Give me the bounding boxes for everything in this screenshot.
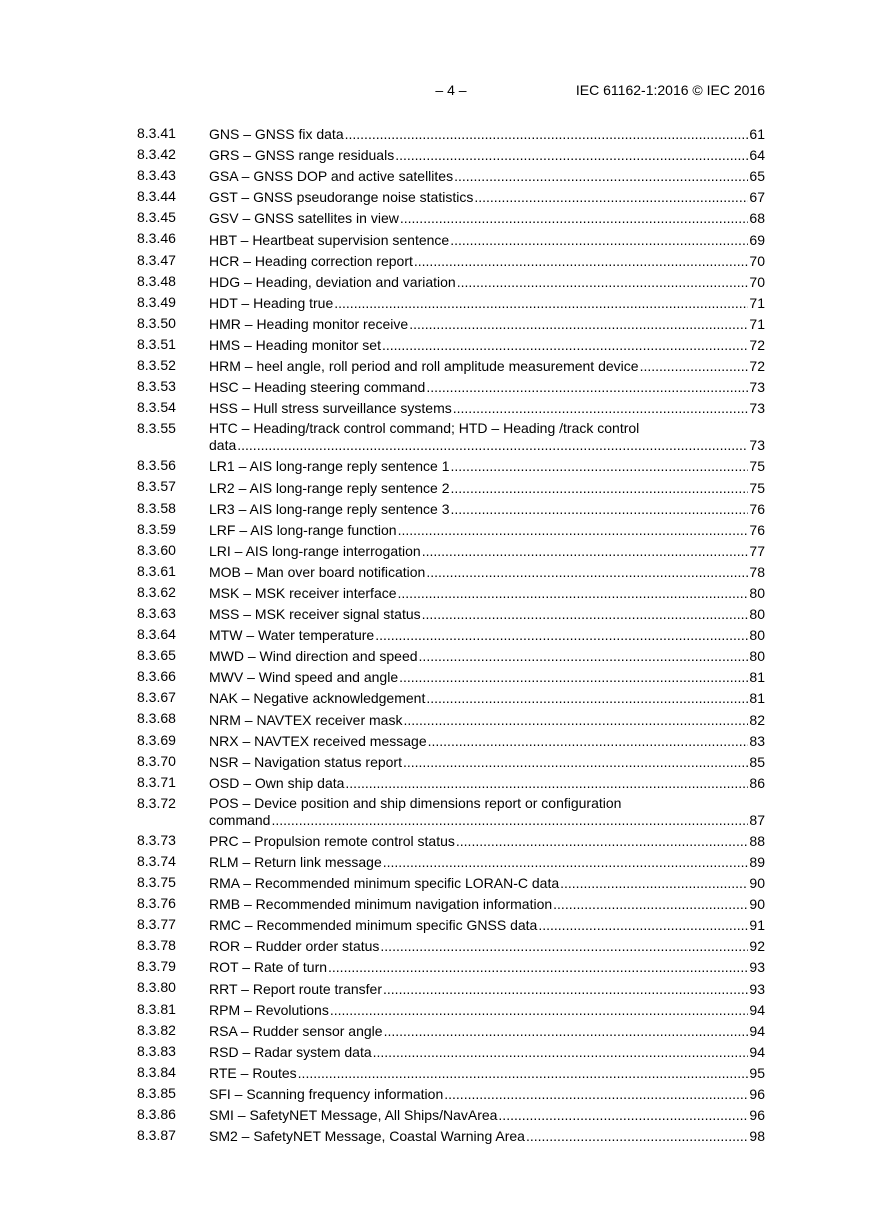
dot-leader (444, 1086, 748, 1102)
toc-entry[interactable] (137, 455, 765, 476)
dot-leader (334, 295, 748, 311)
toc-entry-number: 8.3.75 (137, 874, 176, 890)
toc-entry-page: 93 (749, 959, 765, 976)
toc-entry-page: 94 (749, 1001, 765, 1018)
toc-entry-number: 8.3.86 (137, 1106, 176, 1123)
toc-entry-page: 87 (749, 811, 765, 828)
toc-entry-title: GNS – GNSS fix data (209, 126, 344, 143)
dot-leader (395, 147, 748, 163)
toc-entry[interactable] (137, 561, 765, 582)
dot-leader (451, 458, 749, 474)
toc-entry-number: 8.3.42 (137, 146, 176, 163)
toc-entry-page: 70 (749, 252, 765, 269)
toc-entry-title: MTW – Water temperature (209, 627, 375, 644)
toc-entry[interactable] (137, 1062, 765, 1083)
dot-leader (237, 437, 748, 453)
toc-entry-number: 8.3.46 (137, 230, 176, 247)
dot-leader (457, 274, 749, 290)
dot-leader (414, 253, 749, 269)
toc-entry[interactable] (137, 793, 765, 830)
toc-entry-title: HRM – heel angle, roll period and roll amplitude measurement device (209, 358, 639, 375)
dot-leader (451, 480, 749, 496)
toc-entry-page: 72 (749, 337, 765, 354)
toc-entry[interactable] (137, 1125, 765, 1146)
toc-entry-page: 69 (749, 231, 765, 248)
dot-leader (538, 917, 748, 933)
toc-entry-page: 61 (749, 126, 765, 143)
toc-entry[interactable] (137, 666, 765, 687)
toc-entry-title: RSD – Radar system data (209, 1043, 372, 1060)
dot-leader (403, 712, 748, 728)
dot-leader (383, 854, 749, 870)
toc-entry-number: 8.3.59 (137, 520, 176, 537)
toc-entry[interactable] (137, 624, 765, 645)
toc-entry-page: 78 (749, 563, 765, 580)
toc-entry[interactable] (137, 751, 765, 772)
toc-entry-page: 76 (749, 500, 765, 517)
toc-entry-number: 8.3.68 (137, 710, 176, 727)
toc-entry-page: 81 (749, 690, 765, 707)
toc-entry-title: MSS – MSK receiver signal status (209, 606, 421, 623)
table-of-contents (137, 123, 765, 1146)
toc-entry-page: 80 (749, 584, 765, 601)
dot-leader (403, 754, 748, 770)
toc-entry-page: 86 (749, 774, 765, 791)
toc-entry-page: 96 (749, 1086, 765, 1103)
toc-entry-title: HDG – Heading, deviation and variation (209, 273, 456, 290)
toc-entry-number: 8.3.47 (137, 251, 176, 268)
toc-entry-title: HCR – Heading correction report (209, 252, 413, 269)
toc-entry-title: GRS – GNSS range residuals (209, 147, 395, 164)
dot-leader (409, 316, 748, 332)
toc-entry-page: 90 (749, 875, 765, 892)
dot-leader (422, 606, 749, 622)
toc-entry-title: MWV – Wind speed and angle (209, 669, 399, 686)
toc-entry[interactable] (137, 165, 765, 186)
toc-entry[interactable] (137, 893, 765, 914)
toc-entry-number: 8.3.41 (137, 125, 176, 141)
toc-entry-title: LR3 – AIS long-range reply sentence 3 (209, 500, 450, 517)
dot-leader (345, 775, 748, 791)
toc-entry-number: 8.3.57 (137, 478, 176, 495)
toc-entry-page: 94 (749, 1043, 765, 1060)
dot-leader (526, 1128, 748, 1144)
toc-entry[interactable] (137, 376, 765, 397)
toc-entry-page: 64 (749, 147, 765, 164)
dot-leader (328, 959, 748, 975)
toc-entry-title: POS – Device position and ship dimensions report or configuration (209, 794, 622, 811)
toc-entry-page: 73 (749, 379, 765, 396)
toc-entry[interactable] (137, 355, 765, 376)
toc-entry-title: RMC – Recommended minimum specific GNSS data (209, 917, 538, 934)
toc-entry-title: NAK – Negative acknowledgement (209, 690, 426, 707)
toc-entry-page: 89 (749, 854, 765, 870)
toc-entry-title: RPM – Revolutions (209, 1001, 329, 1018)
document-id: IEC 61162-1:2016 © IEC 2016 (575, 82, 765, 98)
toc-entry-number: 8.3.66 (137, 668, 176, 685)
dot-leader (450, 232, 748, 248)
dot-leader (426, 564, 748, 580)
toc-entry-title: MSK – MSK receiver interface (209, 584, 397, 601)
toc-entry[interactable] (137, 603, 765, 624)
dot-leader (422, 543, 749, 559)
toc-entry-title: SFI – Scanning frequency information (209, 1086, 444, 1103)
dot-leader (456, 833, 749, 849)
dot-leader (373, 1044, 749, 1060)
toc-entry-page: 81 (749, 669, 765, 686)
toc-entry[interactable] (137, 519, 765, 540)
toc-entry[interactable] (137, 313, 765, 334)
toc-entry[interactable] (137, 144, 765, 165)
page-header (137, 82, 765, 102)
toc-entry[interactable] (137, 207, 765, 228)
toc-entry[interactable] (137, 935, 765, 956)
toc-entry-title: NRM – NAVTEX receiver mask (209, 711, 403, 728)
dot-leader (298, 1065, 749, 1081)
toc-entry-number: 8.3.51 (137, 335, 176, 352)
toc-entry-title: LRF – AIS long-range function (209, 521, 397, 538)
page-number: – 4 – (435, 82, 467, 98)
toc-entry-number: 8.3.79 (137, 958, 176, 975)
toc-entry-number: 8.3.84 (137, 1063, 176, 1080)
toc-entry-number: 8.3.60 (137, 541, 176, 558)
dot-leader (451, 501, 749, 517)
dot-leader (271, 812, 748, 828)
dot-leader (560, 875, 748, 891)
toc-entry-page: 71 (749, 294, 765, 311)
toc-entry-number: 8.3.74 (137, 852, 176, 869)
toc-entry[interactable] (137, 186, 765, 207)
dot-leader (382, 337, 748, 353)
toc-entry-title: SMI – SafetyNET Message, All Ships/NavArea (209, 1107, 498, 1124)
toc-entry-title: ROT – Rate of turn (209, 959, 328, 976)
toc-entry[interactable] (137, 250, 765, 271)
toc-entry-page: 80 (749, 627, 765, 644)
dot-leader (398, 522, 749, 538)
dot-leader (474, 189, 748, 205)
dot-leader (453, 400, 749, 416)
toc-entry[interactable] (137, 540, 765, 561)
toc-entry-title-continued: command (209, 811, 271, 828)
toc-entry-page: 75 (749, 458, 765, 475)
toc-entry-number: 8.3.76 (137, 895, 176, 912)
toc-entry[interactable] (137, 1104, 765, 1125)
toc-entry-number: 8.3.63 (137, 604, 176, 621)
dot-leader (428, 733, 749, 749)
toc-entry[interactable] (137, 914, 765, 935)
toc-entry-page: 67 (749, 189, 765, 206)
dot-leader (426, 379, 748, 395)
toc-entry-title: GST – GNSS pseudorange noise statistics (209, 189, 474, 206)
toc-entry[interactable] (137, 418, 765, 455)
toc-entry-title: HTC – Heading/track control command; HTD – Heading /track control (209, 420, 640, 437)
dot-leader (383, 981, 748, 997)
toc-entry[interactable] (137, 730, 765, 751)
toc-entry-title: PRC – Propulsion remote control status (209, 832, 455, 849)
toc-entry[interactable] (137, 956, 765, 977)
toc-entry[interactable] (137, 271, 765, 292)
toc-entry-number: 8.3.45 (137, 209, 176, 226)
toc-entry-number: 8.3.52 (137, 357, 176, 374)
toc-entry-title: NRX – NAVTEX received message (209, 732, 427, 749)
toc-entry-number: 8.3.50 (137, 314, 176, 331)
toc-entry-number: 8.3.81 (137, 1000, 176, 1017)
toc-entry-number: 8.3.87 (137, 1127, 176, 1144)
toc-entry-title: LR1 – AIS long-range reply sentence 1 (209, 458, 450, 475)
toc-entry[interactable] (137, 708, 765, 729)
dot-leader (330, 1002, 749, 1018)
toc-entry-number: 8.3.62 (137, 583, 176, 600)
toc-entry-page: 73 (749, 437, 765, 454)
toc-entry-page: 94 (749, 1022, 765, 1039)
toc-entry[interactable] (137, 830, 765, 851)
toc-entry-page: 72 (749, 358, 765, 375)
toc-entry[interactable] (137, 977, 765, 998)
toc-entry-title: ROR – Rudder order status (209, 938, 380, 955)
toc-entry-page: 65 (749, 168, 765, 185)
toc-entry-title: MOB – Man over board notification (209, 563, 426, 580)
toc-entry[interactable] (137, 872, 765, 893)
toc-entry-number: 8.3.70 (137, 752, 176, 769)
dot-leader (398, 585, 749, 601)
toc-entry-page: 68 (749, 210, 765, 227)
toc-entry-page: 92 (749, 938, 765, 955)
toc-entry-number: 8.3.43 (137, 167, 176, 184)
toc-entry-page: 80 (749, 648, 765, 665)
toc-entry-number: 8.3.78 (137, 937, 176, 954)
toc-entry-page: 73 (749, 400, 765, 417)
toc-entry-page: 95 (749, 1064, 765, 1081)
toc-entry-number: 8.3.71 (137, 773, 176, 790)
toc-entry-page: 98 (749, 1128, 765, 1145)
toc-entry[interactable] (137, 687, 765, 708)
toc-entry-title: OSD – Own ship data (209, 774, 345, 791)
toc-entry-title: HMS – Heading monitor set (209, 337, 381, 354)
toc-entry-number: 8.3.61 (137, 562, 176, 579)
toc-entry-page: 75 (749, 479, 765, 496)
toc-entry[interactable] (137, 999, 765, 1020)
dot-leader (375, 627, 748, 643)
toc-entry-page: 80 (749, 606, 765, 623)
dot-leader (498, 1107, 748, 1123)
toc-entry-page: 70 (749, 273, 765, 290)
toc-entry-title: HSC – Heading steering command (209, 379, 426, 396)
toc-entry-page: 77 (749, 542, 765, 559)
toc-entry[interactable] (137, 334, 765, 355)
toc-entry-number: 8.3.80 (137, 979, 176, 996)
toc-entry-number: 8.3.69 (137, 731, 176, 748)
toc-entry-page: 96 (749, 1107, 765, 1124)
toc-entry[interactable] (137, 397, 765, 418)
dot-leader (345, 126, 749, 142)
toc-entry-title: GSA – GNSS DOP and active satellites (209, 168, 454, 185)
toc-entry-title: HSS – Hull stress surveillance systems (209, 400, 452, 417)
toc-entry-page: 83 (749, 732, 765, 749)
dot-leader (640, 358, 749, 374)
toc-entry-number: 8.3.82 (137, 1021, 176, 1038)
toc-entry[interactable] (137, 498, 765, 519)
toc-entry-page: 82 (749, 711, 765, 728)
toc-entry-page: 85 (749, 753, 765, 770)
toc-entry-number: 8.3.83 (137, 1042, 176, 1059)
toc-entry-number: 8.3.67 (137, 689, 176, 706)
toc-entry[interactable] (137, 645, 765, 666)
dot-leader (426, 690, 748, 706)
toc-entry-title: SM2 – SafetyNET Message, Coastal Warning Area (209, 1128, 525, 1145)
toc-entry-number: 8.3.44 (137, 188, 176, 205)
toc-entry-title: RRT – Report route transfer (209, 980, 383, 997)
toc-entry-title: RLM – Return link message (209, 854, 382, 870)
toc-entry-title: HDT – Heading true (209, 294, 334, 311)
toc-entry[interactable] (137, 772, 765, 793)
toc-entry-number: 8.3.72 (137, 794, 176, 811)
toc-entry[interactable] (137, 582, 765, 603)
toc-entry-page: 71 (749, 315, 765, 332)
toc-entry[interactable] (137, 292, 765, 313)
toc-entry[interactable] (137, 123, 765, 144)
toc-entry-page: 93 (749, 980, 765, 997)
toc-entry-title: MWD – Wind direction and speed (209, 648, 418, 665)
toc-entry-number: 8.3.73 (137, 831, 176, 848)
toc-entry-number: 8.3.53 (137, 378, 176, 395)
dot-leader (454, 168, 748, 184)
toc-entry-page: 88 (749, 832, 765, 849)
toc-entry[interactable] (137, 228, 765, 249)
toc-entry-title: RTE – Routes (209, 1064, 297, 1081)
dot-leader (553, 896, 748, 912)
toc-entry-number: 8.3.48 (137, 272, 176, 289)
dot-leader (399, 669, 748, 685)
toc-entry-number: 8.3.77 (137, 916, 176, 933)
toc-entry[interactable] (137, 1083, 765, 1104)
toc-entry-page: 91 (749, 917, 765, 934)
dot-leader (380, 938, 748, 954)
toc-entry-title: HBT – Heartbeat supervision sentence (209, 231, 450, 248)
toc-entry-title: RSA – Rudder sensor angle (209, 1022, 383, 1039)
toc-entry-number: 8.3.65 (137, 647, 176, 664)
toc-entry-number: 8.3.56 (137, 457, 176, 474)
toc-entry-number: 8.3.54 (137, 399, 176, 416)
toc-entry[interactable] (137, 476, 765, 497)
toc-entry-number: 8.3.58 (137, 499, 176, 516)
toc-entry-title: LR2 – AIS long-range reply sentence 2 (209, 479, 450, 496)
toc-entry-number: 8.3.85 (137, 1084, 176, 1101)
toc-entry-number: 8.3.55 (137, 420, 176, 437)
toc-entry-page: 76 (749, 521, 765, 538)
toc-entry-number: 8.3.64 (137, 626, 176, 643)
toc-entry-title: RMB – Recommended minimum navigation information (209, 896, 553, 913)
toc-entry-title: HMR – Heading monitor receive (209, 315, 409, 332)
toc-entry[interactable] (137, 1041, 765, 1062)
toc-entry-number: 8.3.49 (137, 293, 176, 310)
dot-leader (419, 648, 749, 664)
dot-leader (384, 1023, 749, 1039)
toc-entry-title: RMA – Recommended minimum specific LORAN-C data (209, 875, 560, 892)
toc-entry-title: GSV – GNSS satellites in view (209, 210, 399, 227)
toc-entry-title: NSR – Navigation status report (209, 753, 402, 770)
toc-entry-title-continued: data (209, 437, 237, 454)
toc-entry-title: LRI – AIS long-range interrogation (209, 542, 421, 559)
toc-entry[interactable] (137, 1020, 765, 1041)
toc-entry-page: 90 (749, 896, 765, 913)
dot-leader (400, 210, 749, 226)
toc-entry[interactable] (137, 851, 765, 872)
